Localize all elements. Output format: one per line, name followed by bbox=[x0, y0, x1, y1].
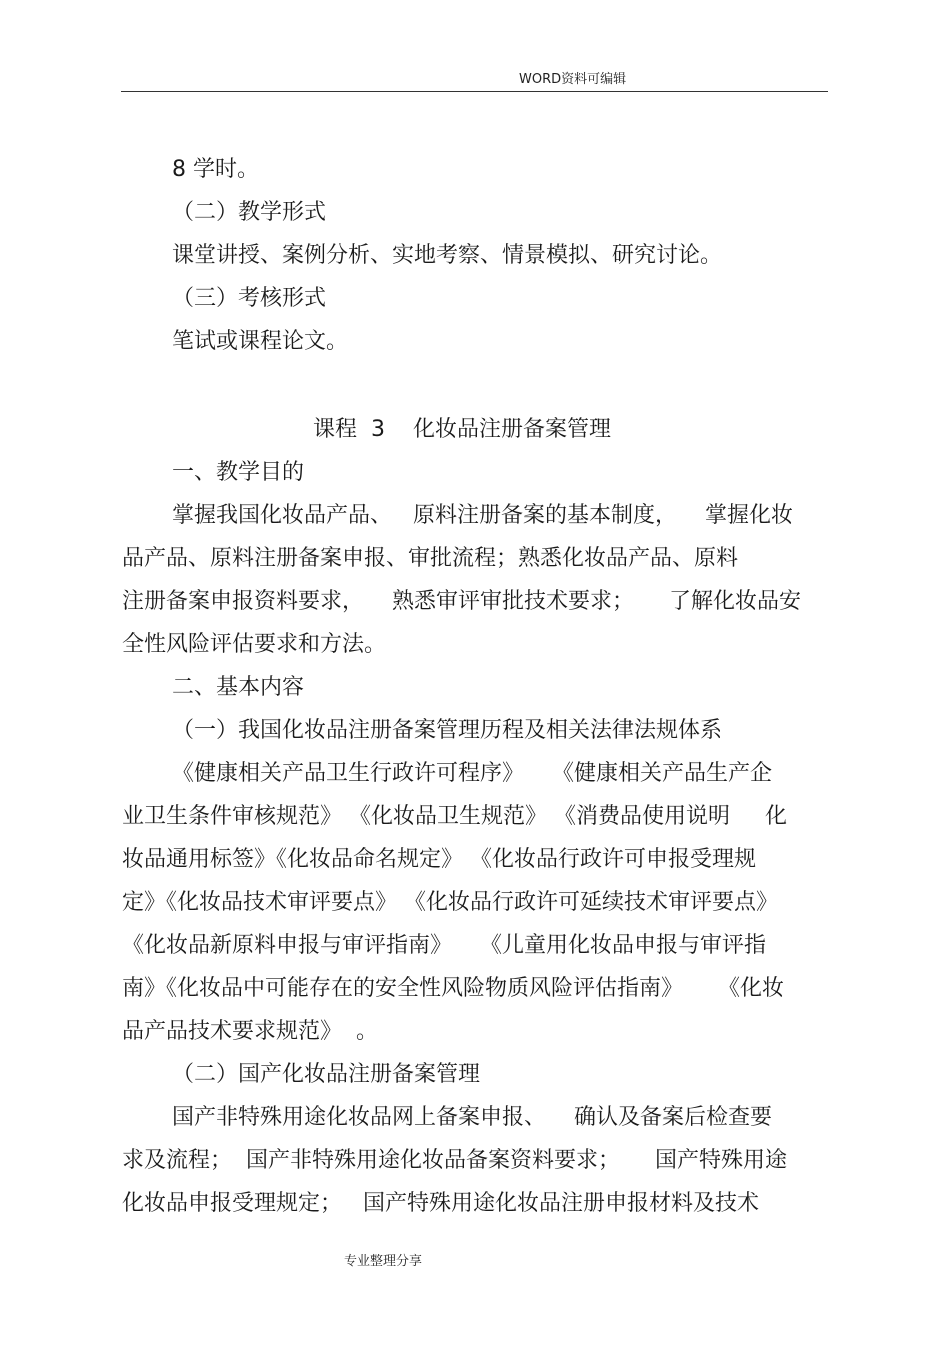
header-divider bbox=[121, 91, 828, 92]
text-line: 课堂讲授、案例分析、实地考察、情景模拟、研究讨论。 bbox=[172, 243, 723, 268]
text-line: 《化妆品新原料申报与审评指南》 《儿童用化妆品申报与审评指 bbox=[122, 933, 766, 958]
text-line: 国产非特殊用途化妆品网上备案申报、 确认及备案后检查要 bbox=[172, 1105, 772, 1130]
text-line: 求及流程； 国产非特殊用途化妆品备案资料要求； 国产特殊用途 bbox=[122, 1148, 787, 1173]
section-heading: （二）国产化妆品注册备案管理 bbox=[172, 1062, 481, 1087]
section-heading: 一、教学目的 bbox=[172, 460, 305, 485]
text-line: 笔试或课程论文。 bbox=[172, 329, 349, 354]
text-line: 定》《化妆品技术审评要点》 《化妆品行政许可延续技术审评要点》 bbox=[122, 890, 778, 915]
text-line: 化妆品申报受理规定； 国产特殊用途化妆品注册申报材料及技术 bbox=[122, 1191, 759, 1216]
page-header: WORD资料可编辑 bbox=[519, 72, 627, 87]
text-line: 注册备案申报资料要求， 熟悉审评审批技术要求； 了解化妆品安 bbox=[122, 589, 801, 614]
text-line: 业卫生条件审核规范》 《化妆品卫生规范》 《消费品使用说明 化 bbox=[122, 804, 787, 829]
section-heading: （一）我国化妆品注册备案管理历程及相关法律法规体系 bbox=[172, 718, 723, 743]
text-line: 《健康相关产品卫生行政许可程序》 《健康相关产品生产企 bbox=[172, 761, 772, 786]
text-line: 品产品技术要求规范》 。 bbox=[122, 1019, 378, 1044]
page-footer: 专业整理分享 bbox=[344, 1254, 423, 1269]
text-line: 妆品通用标签》《化妆品命名规定》 《化妆品行政许可申报受理规 bbox=[122, 847, 756, 872]
text-line: 8 学时。 bbox=[172, 157, 259, 182]
text-line: 品产品、原料注册备案申报、审批流程；熟悉化妆品产品、原料 bbox=[122, 546, 739, 571]
text-line: 掌握我国化妆品产品、 原料注册备案的基本制度， 掌握化妆 bbox=[172, 503, 793, 528]
section-heading: （三）考核形式 bbox=[172, 286, 327, 311]
section-heading: （二）教学形式 bbox=[172, 200, 327, 225]
section-heading: 二、基本内容 bbox=[172, 675, 305, 700]
text-line: 全性风险评估要求和方法。 bbox=[122, 632, 387, 657]
text-line: 南》《化妆品中可能存在的安全性风险物质风险评估指南》 《化妆 bbox=[122, 976, 784, 1001]
course-title: 课程 3 化妆品注册备案管理 bbox=[313, 417, 611, 442]
